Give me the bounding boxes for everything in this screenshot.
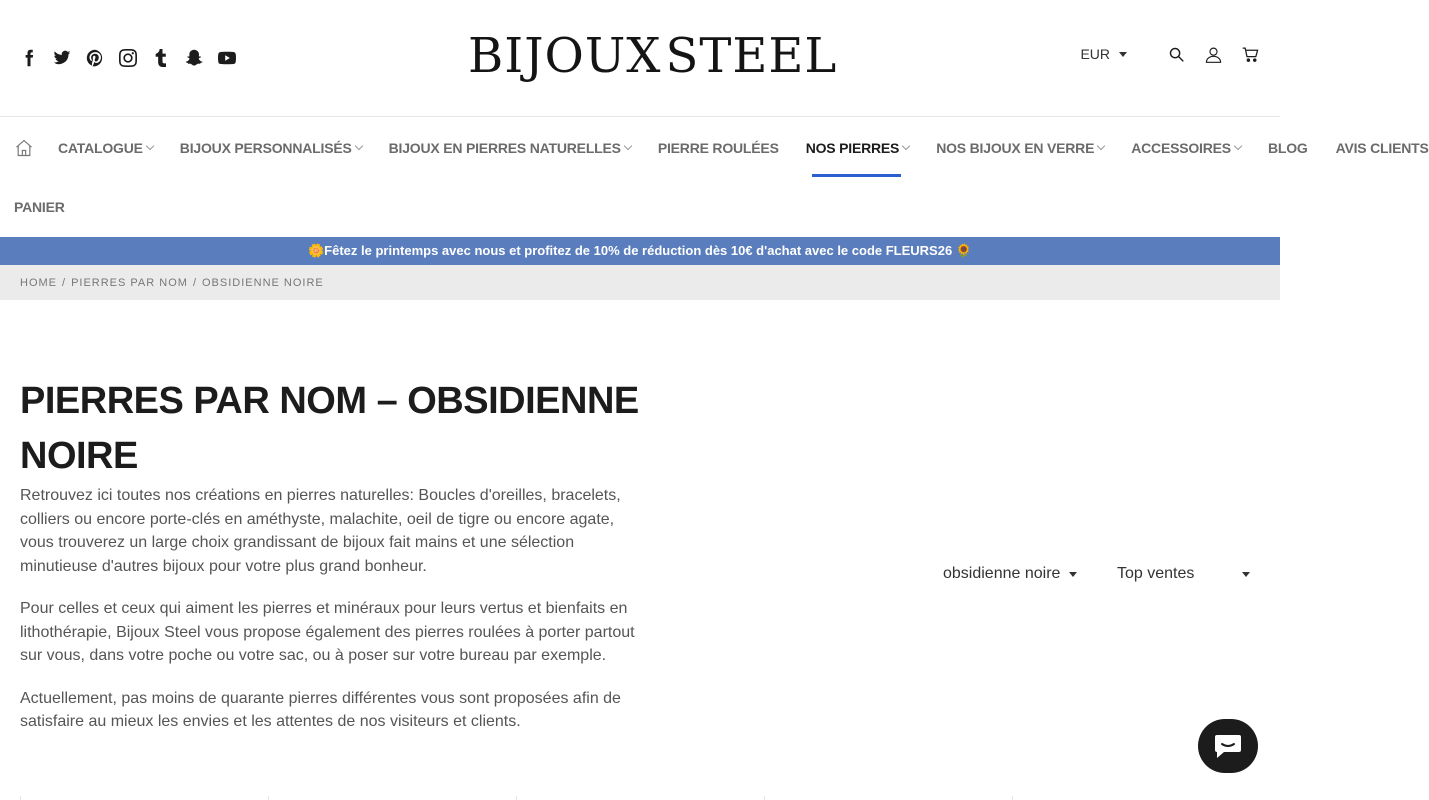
description-paragraph: Pour celles et ceux qui aiment les pierres et minéraux pour leurs vertus et bienfaits en lithothérapie, Bijoux Steel vous propose également des pierres roulées à porter partout sur vous, dans votre poche ou votre sac, ou à poser sur votre bureau par exemple. (20, 600, 635, 664)
home-icon[interactable] (14, 138, 34, 158)
nav-item-avis-clients[interactable] (1336, 118, 1429, 177)
nav-item-bijoux-personnalises[interactable] (180, 118, 362, 177)
sort-by-value: Top ventes (1117, 565, 1195, 582)
nav-item-label: CATALOGUE (58, 139, 143, 156)
facebook-icon[interactable] (20, 48, 38, 68)
caret-down-icon (1069, 572, 1077, 577)
currency-selector[interactable] (1080, 46, 1127, 62)
nav-item-label: ACCESSOIRES (1131, 139, 1231, 156)
caret-down-icon (1242, 572, 1250, 577)
cart-icon[interactable] (1240, 44, 1260, 64)
nav-item-nos-pierres[interactable] (806, 118, 910, 177)
pinterest-icon[interactable] (86, 48, 104, 68)
nav-item-label: NOS PIERRES (805, 139, 900, 156)
nav-item-bijoux-pierres-naturelles[interactable] (389, 118, 631, 177)
product-grid (20, 796, 1260, 800)
collection-description (20, 484, 640, 753)
nav-row-secondary (14, 177, 65, 236)
nav-item-label: PIERRE ROULÉES (657, 139, 779, 156)
breadcrumb-separator: / (192, 276, 197, 289)
instagram-icon[interactable] (119, 48, 137, 68)
search-icon[interactable] (1166, 44, 1186, 64)
product-card[interactable] (20, 796, 268, 800)
nav-item-panier[interactable] (14, 177, 65, 236)
snapchat-icon[interactable] (185, 48, 203, 68)
account-icon[interactable] (1203, 44, 1223, 64)
product-card[interactable] (516, 796, 764, 800)
product-card[interactable] (1012, 796, 1260, 800)
tumblr-icon[interactable] (152, 48, 170, 68)
product-card[interactable] (764, 796, 1012, 800)
nav-item-blog[interactable] (1268, 118, 1308, 177)
chevron-down-icon (1234, 141, 1242, 149)
nav-item-label: BIJOUX EN PIERRES NATURELLES (388, 139, 621, 156)
breadcrumb-separator: / (62, 276, 67, 289)
chevron-down-icon (354, 141, 362, 149)
chat-bubble-icon (1213, 732, 1243, 760)
chevron-down-icon (902, 141, 910, 149)
tag-filter-select[interactable] (943, 561, 1079, 587)
announcement-text: 🌼Fêtez le printemps avec nous et profitez de 10% de réduction dès 10€ d'achat avec le code FLEURS26 🌻 (307, 243, 972, 258)
caret-down-icon (1119, 52, 1127, 57)
nav-item-label: BIJOUX PERSONNALISÉS (179, 139, 352, 156)
social-links (20, 48, 236, 68)
breadcrumb-parent-link[interactable]: PIERRES PAR NOM (71, 276, 188, 289)
logo-text-left: BIJOUX (468, 28, 662, 84)
nav-item-label: PANIER (14, 198, 65, 215)
chevron-down-icon (146, 141, 154, 149)
chevron-down-icon (1097, 141, 1105, 149)
youtube-icon[interactable] (218, 48, 236, 68)
nav-item-accessoires[interactable] (1131, 118, 1241, 177)
chevron-down-icon (624, 141, 632, 149)
main-navigation (0, 118, 1429, 236)
sort-by-select[interactable] (1117, 561, 1253, 587)
breadcrumb (0, 265, 1280, 300)
page-title: PIERRES PAR NOM – OBSIDIENNE NOIRE (20, 380, 639, 477)
chat-button[interactable] (1198, 719, 1258, 773)
site-header (0, 0, 1280, 117)
tag-filter-value: obsidienne noire (943, 565, 1061, 582)
currency-value: EUR (1080, 46, 1110, 62)
nav-row-primary (14, 118, 1429, 177)
logo-text-right: STEEL (665, 28, 838, 84)
twitter-icon[interactable] (53, 48, 71, 68)
breadcrumb-current: OBSIDIENNE NOIRE (202, 276, 324, 289)
header-utilities (1080, 44, 1260, 64)
description-paragraph: Actuellement, pas moins de quarante pierres différentes vous sont proposées afin de satisfaire au mieux les envies et les attentes de nos visiteurs et clients. (20, 689, 621, 730)
nav-item-nos-bijoux-en-verre[interactable] (936, 118, 1104, 177)
nav-item-pierre-roulees[interactable] (658, 118, 779, 177)
description-paragraph: Retrouvez ici toutes nos créations en pierres naturelles: Boucles d'oreilles, bracelets, colliers ou encore porte-clés en améthyste, malachite, oeil de tigre ou encore agate, vous trouverez un large choix grandissant de bijoux fait mains et une sélection minutieuse d'autres bijoux pour votre plus grand bonheur. (20, 487, 621, 575)
nav-item-label: BLOG (1267, 139, 1308, 156)
collection-filters (0, 561, 1280, 587)
breadcrumb-home-link[interactable]: HOME (20, 276, 57, 289)
nav-item-label: NOS BIJOUX EN VERRE (936, 139, 1095, 156)
product-card[interactable] (268, 796, 516, 800)
nav-item-catalogue[interactable] (58, 118, 153, 177)
nav-item-label: AVIS CLIENTS (1335, 139, 1429, 156)
site-logo[interactable] (468, 24, 838, 88)
announcement-bar[interactable] (0, 237, 1280, 265)
